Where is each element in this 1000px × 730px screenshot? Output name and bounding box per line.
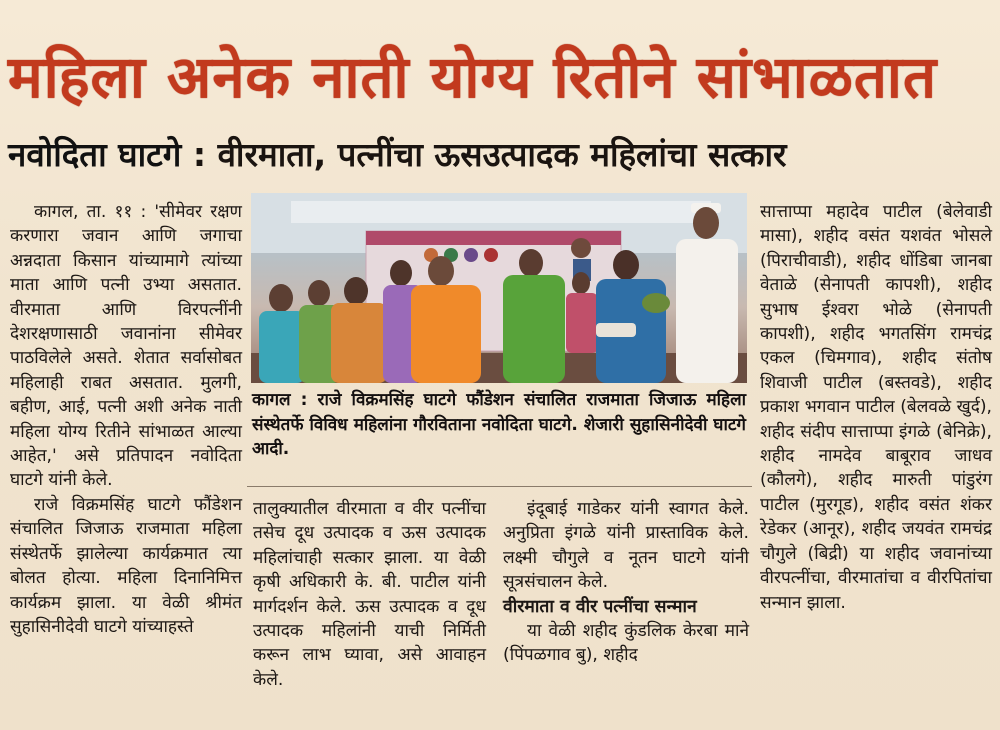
subheadline-name: नवोदिता घाटगे [8, 135, 182, 174]
caption-divider [247, 486, 752, 487]
subheadline [8, 132, 992, 178]
column-1 [10, 200, 242, 639]
event-photo [251, 193, 747, 383]
column-3-paragraph-2: या वेळी शहीद कुंडलिक केरबा माने (पिंपळगाव बु), शहीद [503, 621, 749, 666]
column-2 [253, 497, 486, 692]
subheadline-text: वीरमाता, पत्नींचा ऊसउत्पादक महिलांचा सत्कार [217, 135, 787, 174]
subheadline-separator: : [181, 135, 218, 174]
column-3 [503, 497, 749, 668]
column-1-paragraph-1: कागल, ता. ११ : 'सीमेवर रक्षण करणारा जवान आणि जगाचा अन्नदाता किसान यांच्यामागे त्यांच्या माता आणि पत्नी उभ्या असतात. वीरमाता आणि विरपत्नींनी देशरक्षणासाठी जवानांना सीमेवर पाठविलेले असते. शेतात सर्वासोबत महिलाही राबत असतात. मुलगी, बहीण, आई, पत्नी अशी अनेक नाती महिला योग्य रितीने सांभाळत आल्या आहेत,' असे प्रतिपादन नवोदिता घाटगे यांनी केले. [10, 202, 242, 491]
column-4 [760, 200, 992, 615]
photo-caption: कागल : राजे विक्रमसिंह घाटगे फौंडेशन संचालित राजमाता जिजाऊ महिला संस्थेतर्फे विविध महिलांना गौरविताना नवोदिता घाटगे. शेजारी सुहासिनीदेवी घाटगे आदी. [252, 390, 746, 459]
headline: महिला अनेक नाती योग्य रितीने सांभाळतात [8, 43, 938, 111]
column-3-paragraph-1: इंदूबाई गाडेकर यांनी स्वागत केले. अनुप्रिता इंगळे यांनी प्रास्ताविक केले. लक्ष्मी चौगुले व नूतन घाटगे यांनी सूत्रसंचालन केले. [503, 499, 749, 593]
column-1-paragraph-2: राजे विक्रमसिंह घाटगे फौंडेशन संचालित जिजाऊ राजमाता महिला संस्थेतर्फे झालेल्या कार्यक्रमात त्या बोलत होत्या. महिला दिनानिमित्त कार्यक्रम झाला. या वेळी श्रीमंत सुहासिनीदेवी घाटगे यांच्याहस्ते [10, 494, 242, 637]
column-3-subheading: वीरमाता व वीर पत्नींचा सन्मान [503, 596, 697, 617]
column-4-paragraph-1: सात्ताप्पा महादेव पाटील (बेलेवाडी मासा), शहीद वसंत यशवंत भोसले (पिराचीवाडी), शहीद धोंडिबा जानबा वेताळे (सेनापती कापशी), शहीद सुभाष ईश्वरा भोळे (सेनापती कापशी), शहीद भगतसिंग रामचंद्र एकल (चिमगाव), शहीद संतोष शिवाजी पाटील (बस्तवडे), शहीद प्रकाश भगवान पाटील (बेलवळे खुर्द), शहीद संदीप सात्ताप्पा इंगळे (बेनिक्रे), शहीद नामदेव बाबूराव जाधव (कौलगे), शहीद मारुती पांडुरंग पाटील (मुरगूड), शहीद वसंत शंकर रेडेकर (आनूर), शहीद जयवंत रामचंद्र चौगुले (बिद्री) या शहीद जवानांच्या वीरपत्नींचा, वीरमातांचा व वीरपितांचा सन्मान झाला. [760, 202, 992, 613]
event-photo-illustration [251, 193, 747, 383]
column-2-paragraph-1: तालुक्यातील वीरमाता व वीर पत्नींचा तसेच दूध उत्पादक व ऊस उत्पादक महिलांचाही सत्कार झाला. या वेळी कृषी अधिकारी के. बी. पाटील यांनी मार्गदर्शन केले. ऊस उत्पादक व दूध उत्पादक महिलांनी याची निर्मिती करून लाभ घ्यावा, असे आवाहन केले. [253, 499, 486, 690]
